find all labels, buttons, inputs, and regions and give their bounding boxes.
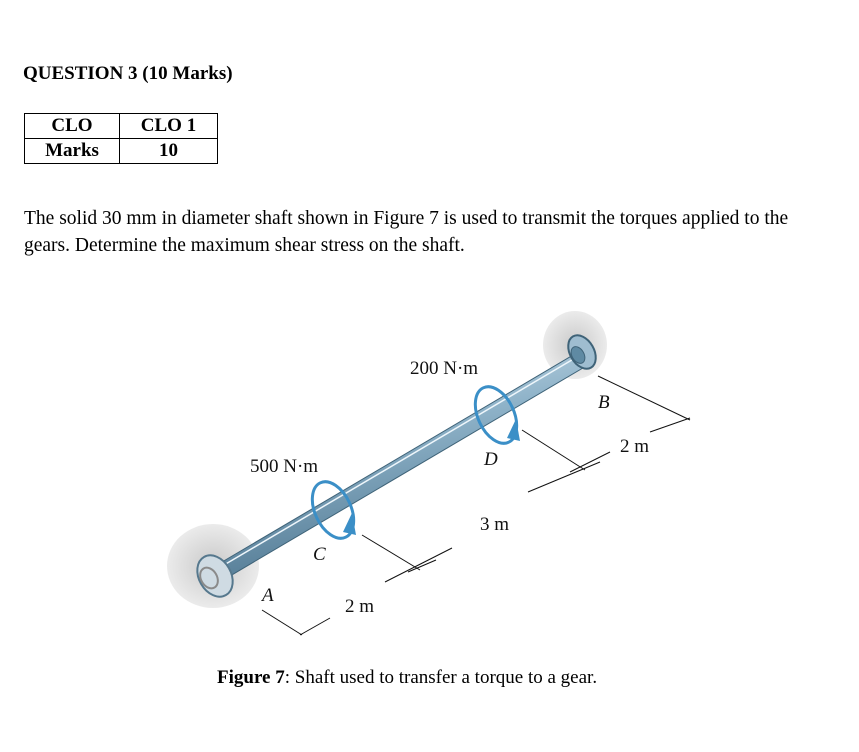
point-label-b: B — [598, 392, 610, 413]
torque-label-d: 200 N·m — [410, 358, 479, 379]
dimension-label-db: 2 m — [620, 436, 650, 457]
point-label-a: A — [262, 585, 274, 606]
figure-caption — [217, 667, 597, 689]
point-label-d: D — [484, 449, 498, 470]
point-label-c: C — [313, 544, 326, 565]
figure-caption-text: : Shaft used to transfer a torque to a gear. — [284, 667, 598, 688]
dimension-label-cd: 3 m — [480, 514, 510, 535]
torque-arrowhead-d — [507, 419, 520, 441]
problem-statement: The solid 30 mm in diameter shaft shown in Figure 7 is used to transmit the torques applied to the gears. Determine the maximum shear stress on the shaft. — [24, 208, 789, 256]
table-cell: CLO 1 — [120, 114, 218, 139]
dimension-label-ac: 2 m — [345, 596, 375, 617]
table-cell: Marks — [25, 139, 120, 164]
table-cell: CLO — [25, 114, 120, 139]
figure-caption-label: Figure 7 — [217, 667, 285, 688]
table-cell: 10 — [120, 139, 218, 164]
question-title: QUESTION 3 (10 Marks) — [23, 63, 233, 84]
torque-label-c: 500 N·m — [250, 456, 319, 477]
